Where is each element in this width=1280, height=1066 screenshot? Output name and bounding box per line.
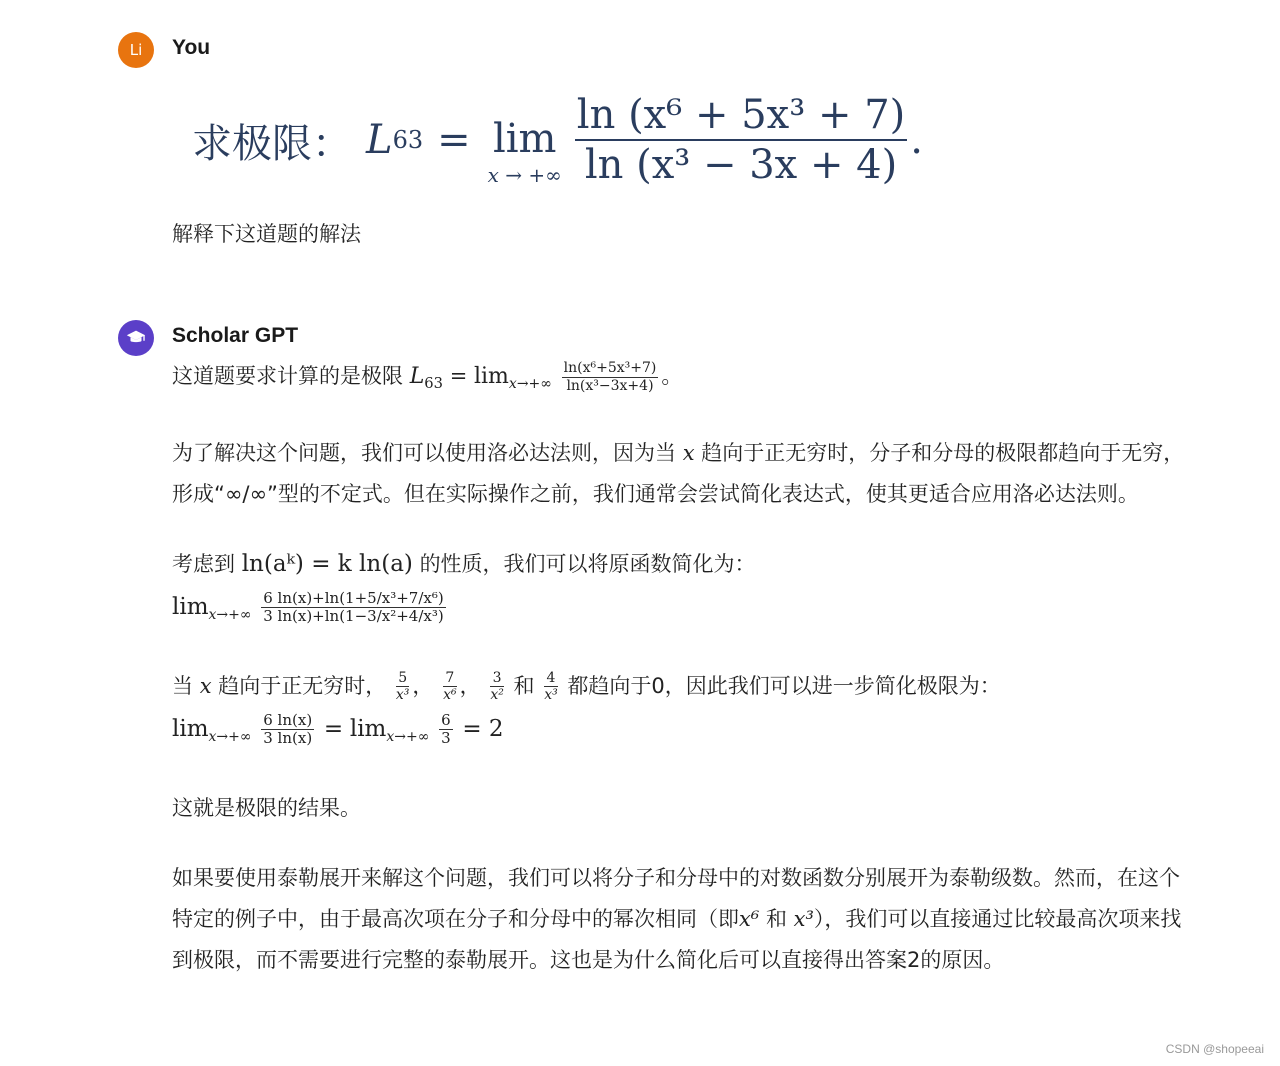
- para3-limit-formula: [172, 585, 1192, 637]
- frac2-den: x⁶: [443, 687, 457, 704]
- frac3-den: x²: [490, 687, 504, 704]
- user-avatar: [118, 32, 154, 68]
- para6-x3: x³: [793, 906, 814, 931]
- bot-paragraph-2: [172, 433, 1192, 515]
- bot-avatar: [118, 320, 154, 356]
- para4-eq: =: [323, 715, 344, 742]
- para4-num-1: 6 ln(x): [263, 711, 313, 730]
- bot-intro-line: [172, 356, 1192, 405]
- frac4-num: 4: [544, 670, 558, 687]
- para4-frac-2: [443, 670, 457, 703]
- para4-frac-4: [544, 670, 558, 703]
- para3-lim: lim: [172, 593, 209, 620]
- user-avatar-initials: Li: [129, 41, 143, 59]
- para4-limit-formula: [172, 707, 1192, 759]
- formula-numerator: ln (x⁶ + 5x³ + 7): [575, 91, 907, 141]
- para4-den-2: 3: [441, 729, 451, 748]
- para4-text-b: 趋向于正无穷时，: [218, 673, 387, 698]
- para4-sep-1: ，: [412, 673, 434, 698]
- para4-lim-1: lim: [172, 715, 209, 742]
- para4-result: = 2: [462, 715, 504, 742]
- para3-denominator: 3 ln(x)+ln(1−3/x²+4/x³): [263, 607, 444, 626]
- formula-var: L: [366, 117, 393, 163]
- formula-end: .: [910, 117, 923, 163]
- intro-numerator: ln(x⁶+5x³+7): [563, 360, 657, 377]
- para6-text-a: 如果要使用泰勒展开来解这个问题，我们可以将分子和分母中的对数函数分别展开为泰勒级数。然而，在这个特定的例子中，由于最高次项在分子和分母中的幂次相同（即: [172, 865, 1180, 931]
- para4-num-2: 6: [441, 711, 451, 730]
- para4-frac-3: [490, 670, 504, 703]
- watermark: CSDN @shopeeai: [1165, 1042, 1264, 1056]
- frac1-den: x³: [395, 687, 410, 704]
- para4-lim-sub-2: x→+∞: [386, 728, 430, 745]
- frac3-num: 3: [490, 670, 504, 687]
- intro-sub: 63: [424, 375, 443, 393]
- bot-author-name: Scholar GPT: [172, 324, 299, 347]
- intro-end: 。: [661, 364, 683, 388]
- intro-eq: =: [449, 364, 468, 388]
- bot-message: [118, 320, 1198, 1060]
- para3-lim-sub: x→+∞: [208, 606, 252, 623]
- formula-prefix: 求极限：: [192, 120, 352, 167]
- formula-sub: 63: [392, 126, 424, 154]
- frac1-num: 5: [396, 670, 410, 687]
- user-question-text: 解释下这道题的解法: [172, 222, 361, 246]
- formula-denominator: ln (x³ − 3x + 4): [584, 142, 898, 188]
- para3-text-b: 的性质，我们可以将原函数简化为：: [419, 551, 756, 576]
- intro-var: L: [409, 364, 425, 389]
- formula-eq: =: [437, 117, 471, 163]
- intro-lim-sub: x→+∞: [508, 375, 552, 392]
- formula-lim: [488, 115, 562, 187]
- formula-fraction: [575, 91, 907, 189]
- user-author-name: You: [172, 36, 211, 59]
- para4-den-1: 3 ln(x): [263, 729, 313, 748]
- para4-lim-sub-1: x→+∞: [208, 728, 252, 745]
- para4-fraction-2: [439, 712, 453, 748]
- user-message: [118, 32, 1198, 262]
- bot-paragraph-6: [172, 858, 1192, 981]
- intro-fraction: [562, 360, 659, 393]
- para6-x6: x⁶: [739, 906, 760, 931]
- formula-lim-word: lim: [492, 116, 557, 162]
- para4-fraction-1: [261, 712, 314, 748]
- para4-var-x: x: [199, 673, 212, 698]
- para6-text-b: ），我们可以直接通过比较最高次项来找到极限，而不需要进行完整的泰勒展开。这也是为什么简化后可以直接得出答案2的原因。: [172, 906, 1182, 972]
- question-image-formula: [192, 80, 1192, 200]
- para4-and: 和: [513, 673, 535, 698]
- intro-lim: lim: [473, 364, 509, 389]
- bot-paragraph-5: 这就是极限的结果。: [172, 795, 361, 820]
- intro-denominator: ln(x³−3x+4): [566, 377, 654, 394]
- para3-numerator: 6 ln(x)+ln(1+5/x³+7/x⁶): [263, 589, 444, 608]
- para2-text-a: 为了解决这个问题，我们可以使用洛必达法则，因为当: [172, 440, 676, 465]
- para2-var-x: x: [682, 440, 695, 465]
- para2-text-b: 趋向于正无穷时，分子和分母的极限都趋向于无穷，形成“∞/∞”型的不定式。但在实际操作之前，我们通常会尝试简化表达式，使其更适合应用洛必达法则。: [172, 440, 1185, 506]
- para3-fraction: [261, 590, 445, 626]
- para3-text-a: 考虑到: [172, 551, 235, 576]
- intro-text: 这道题要求计算的是极限: [172, 364, 403, 388]
- para4-text-a: 当: [172, 673, 193, 698]
- para3-formula: ln(aᵏ) = k ln(a): [241, 550, 413, 577]
- formula-lim-sub: x → +∞: [487, 163, 562, 187]
- frac2-num: 7: [443, 670, 457, 687]
- para4-text-c: 都趋向于0，因此我们可以进一步简化极限为：: [567, 673, 1001, 698]
- frac4-den: x³: [544, 687, 558, 704]
- bot-paragraph-4: [172, 666, 1192, 707]
- para6-and: 和: [765, 906, 787, 931]
- bot-paragraph-3: [172, 544, 1192, 585]
- para4-lim-2: lim: [349, 715, 387, 742]
- graduation-cap-icon: [125, 327, 147, 349]
- para4-sep-2: ，: [459, 673, 481, 698]
- para4-frac-1: [396, 670, 410, 703]
